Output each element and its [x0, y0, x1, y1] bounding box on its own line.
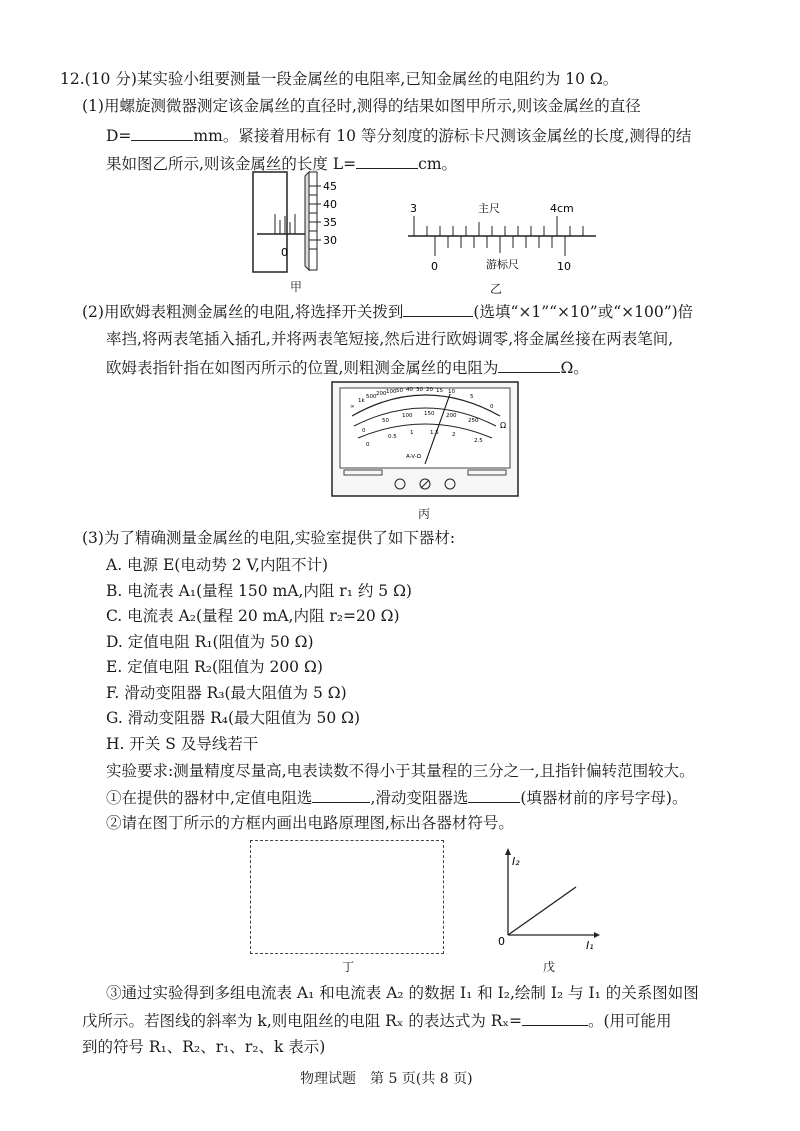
- option-c: C. 电流表 A₂(量程 20 mA,内阻 r₂=20 Ω): [106, 607, 400, 625]
- part2-line1: [82, 300, 693, 323]
- yi-vernier-10: 10: [557, 260, 571, 273]
- bing-ohm-500: 500: [366, 394, 377, 400]
- subq1-a: ①在提供的器材中,定值电阻选: [106, 789, 313, 807]
- bing-ohm-inf: ∞: [350, 404, 355, 410]
- part2-line3: [106, 356, 589, 379]
- bing-ohm-50: 50: [396, 388, 403, 394]
- yi-vernier-0: 0: [431, 260, 438, 273]
- bing-mid-200: 200: [446, 413, 457, 419]
- part2-line1-b: (选填“×1”“×10”或“×100”)倍: [473, 303, 694, 321]
- yi-main-4cm: 4cm: [550, 202, 574, 215]
- part2-line3-a: 欧姆表指针指在如图丙所示的位置,则粗测金属丝的电阻为: [106, 359, 499, 377]
- wu-xlabel: I₁: [586, 939, 594, 952]
- jia-tick-40: 40: [323, 198, 337, 211]
- option-h: H. 开关 S 及导线若干: [106, 735, 259, 753]
- question-header: 12.(10 分)某实验小组要测量一段金属丝的电阻率,已知金属丝的电阻约为 10 Ω。: [60, 70, 619, 88]
- option-e: E. 定值电阻 R₂(阻值为 200 Ω): [106, 658, 323, 676]
- yi-vernier-label: 游标尺: [486, 258, 519, 271]
- option-b: B. 电流表 A₁(量程 150 mA,内阻 r₁ 约 5 Ω): [106, 582, 412, 600]
- subq2-line: ②请在图丁所示的方框内画出电路原理图,标出各器材符号。: [106, 814, 514, 832]
- jia-zero: 0: [281, 246, 288, 259]
- jia-tick-45: 45: [323, 180, 337, 193]
- jia-tick-35: 35: [323, 216, 337, 229]
- bing-low-0: 0: [366, 442, 370, 448]
- option-d: D. 定值电阻 R₁(阻值为 50 Ω): [106, 633, 314, 651]
- subq1-b: ,滑动变阻器选: [370, 789, 469, 807]
- bing-ohm-200: 200: [376, 391, 387, 397]
- diameter-label: D=: [106, 127, 132, 145]
- data-line: [508, 887, 576, 935]
- bing-ohm-15: 15: [436, 388, 443, 394]
- wu-origin: 0: [498, 935, 505, 948]
- bing-low-1-5: 1.5: [430, 430, 439, 436]
- resistance-answer-blank[interactable]: [498, 356, 560, 373]
- option-a: A. 电源 E(电动势 2 V,内阻不计): [106, 556, 329, 574]
- bing-ohm-40: 40: [406, 387, 413, 393]
- part1-line1: (1)用螺旋测微器测定该金属丝的直径时,测得的结果如图甲所示,则该金属丝的直径: [82, 97, 641, 115]
- bing-low-0-5: 0.5: [388, 434, 397, 440]
- option-g: G. 滑动变阻器 R₄(最大阻值为 50 Ω): [106, 709, 361, 727]
- fixed-resistor-blank[interactable]: [312, 786, 370, 803]
- subq3-line2-b: 。(用可能用: [588, 1012, 672, 1030]
- bing-low-2-5: 2.5: [474, 438, 483, 444]
- caption-jia: 甲: [290, 280, 303, 294]
- caption-bing: 丙: [418, 507, 431, 521]
- bing-ohm-5: 5: [470, 394, 474, 400]
- caption-wu: 戊: [543, 960, 556, 974]
- requirement-text: 实验要求:测量精度尽量高,电表读数不得小于其量程的三分之一,且指针偏转范围较大。: [106, 762, 695, 780]
- bing-ohm-10: 10: [448, 389, 455, 395]
- part3-intro: (3)为了精确测量金属丝的电阻,实验室提供了如下器材:: [82, 529, 456, 547]
- subq3-line1: ③通过实验得到多组电流表 A₁ 和电流表 A₂ 的数据 I₁ 和 I₂,绘制 I₂ 与 I₁ 的关系图如图: [106, 984, 699, 1002]
- figure-bing-multimeter: [330, 380, 520, 500]
- wu-ylabel: I₂: [512, 855, 520, 868]
- range-answer-blank[interactable]: [403, 300, 473, 317]
- caption-ding: 丁: [342, 960, 355, 974]
- jia-tick-30: 30: [323, 234, 337, 247]
- figure-wu-graph: [490, 845, 600, 955]
- bing-low-2: 2: [452, 432, 456, 438]
- part2-line3-b: Ω。: [560, 359, 589, 377]
- bing-mid-50: 50: [382, 418, 389, 424]
- yi-main-label: 主尺: [478, 202, 500, 215]
- subq3-line3: 到的符号 R₁、R₂、r₁、r₂、k 表示): [82, 1038, 326, 1056]
- bing-ohm-20: 20: [426, 387, 433, 393]
- subq1-c: (填器材前的序号字母)。: [520, 789, 688, 807]
- subq3-line2: [82, 1009, 672, 1032]
- bing-low-1: 1: [410, 430, 414, 436]
- part1-line2-text: mm。紧接着用标有 10 等分刻度的游标卡尺测该金属丝的长度,测得的结: [193, 127, 692, 145]
- bing-mid-0: 0: [362, 428, 366, 434]
- yi-main-3: 3: [410, 202, 417, 215]
- rheostat-blank[interactable]: [468, 786, 520, 803]
- page-footer: 物理试题 第 5 页(共 8 页): [300, 1071, 473, 1087]
- length-answer-blank[interactable]: [356, 152, 418, 169]
- diameter-answer-blank[interactable]: [131, 124, 193, 141]
- bing-ohm-0: 0: [490, 404, 494, 410]
- length-label: 果如图乙所示,则该金属丝的长度 L=: [106, 155, 357, 173]
- part1-line2: [106, 124, 691, 147]
- caption-yi: 乙: [490, 282, 503, 296]
- bing-mid-150: 150: [424, 411, 435, 417]
- length-unit: cm。: [418, 155, 458, 173]
- rx-expression-blank[interactable]: [522, 1009, 588, 1026]
- part2-line1-a: (2)用欧姆表粗测金属丝的电阻,将选择开关拨到: [82, 303, 404, 321]
- figure-yi-vernier: [400, 198, 600, 278]
- part2-line2: 率挡,将两表笔插入插孔,并将两表笔短接,然后进行欧姆调零,将金属丝接在两表笔间,: [106, 330, 674, 348]
- figure-jia-micrometer: [245, 168, 355, 278]
- circuit-drawing-box[interactable]: [250, 840, 444, 954]
- subq3-line2-a: 戊所示。若图线的斜率为 k,则电阻丝的电阻 Rₓ 的表达式为 Rₓ=: [82, 1012, 522, 1030]
- bing-meter-label: A-V-Ω: [406, 454, 421, 460]
- bing-ohm-1k: 1k: [358, 398, 365, 404]
- bing-ohm-100: 100: [386, 389, 397, 395]
- bing-mid-250: 250: [468, 418, 479, 424]
- bing-mid-100: 100: [402, 413, 413, 419]
- bing-ohm-30: 30: [416, 387, 423, 393]
- option-f: F. 滑动变阻器 R₃(最大阻值为 5 Ω): [106, 684, 347, 702]
- bing-ohm-unit: Ω: [500, 421, 507, 430]
- subq1-line: [106, 786, 687, 809]
